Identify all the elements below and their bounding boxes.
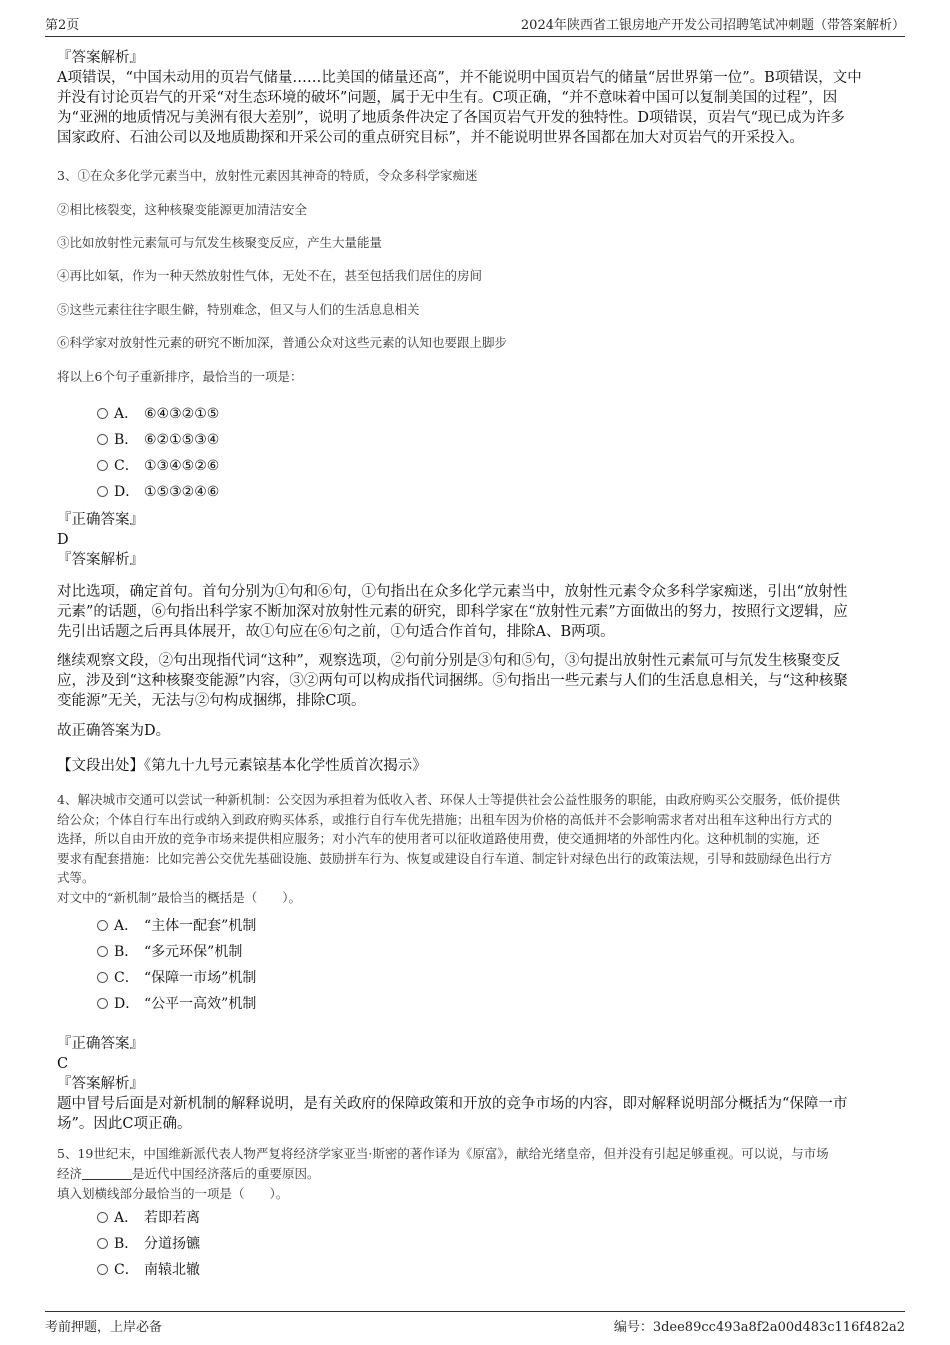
q3-option-b[interactable]: B． ⑥②①⑤③④ [97, 429, 219, 449]
radio-button[interactable] [97, 1238, 108, 1249]
radio-button[interactable] [97, 434, 108, 445]
answer-label: 『正确答案』 [57, 512, 144, 528]
analysis-line: 对比选项，确定首句。首句分别为①句和⑥句，①句指出在众多化学元素当中，放射性元素令众多科学家痴迷，引出“放射性 [57, 584, 848, 600]
fill-blank [82, 1165, 132, 1180]
page-header [45, 14, 905, 37]
q5-option-c[interactable]: C． 南辕北辙 [97, 1259, 200, 1279]
footer-slogan: 考前押题，上岸必备 [45, 1320, 163, 1335]
stem-line: 5、19世纪末，中国维新派代表人物严复将经济学家亚当·斯密的著作译为《原富》，献给光绪皇帝，但并没有引起足够重视。可以说，与市场 [57, 1146, 829, 1161]
document-id: 编号：3dee89cc493a8f2a00d483c116f482a2 [613, 1320, 905, 1335]
q3-option-c[interactable]: C． ①③④⑤②⑥ [97, 455, 219, 475]
radio-button[interactable] [97, 972, 108, 983]
analysis-line: 国家政府、石油公司以及地质勘探和开采公司的重点研究目标”，并不能说明世界各国都在加大对页岩气的开采投入。 [57, 130, 804, 146]
q4-prompt: 对文中的“新机制”最恰当的概括是（ ）。 [57, 889, 302, 905]
radio-button[interactable] [97, 408, 108, 419]
q3-sentence: 3、①在众多化学元素当中，放射性元素因其神奇的特质，令众多科学家痴迷 [57, 168, 478, 183]
analysis-line: 并没有讨论页岩气的开采“对生态环境的破坏”问题，属于无中生有。C项正确，“并不意味着中国可以复制美国的过程”，因 [57, 90, 838, 106]
q5-option-a[interactable]: A． 若即若离 [97, 1207, 200, 1227]
analysis-line: 先引出话题之后再具体展开，故①句应在⑥句之前，①句适合作首句，排除A、B两项。 [57, 624, 615, 640]
stem-line: 要求有配套措施：比如完善公交优先基础设施、鼓励拼车行为、恢复或建设自行车道、制定针对绿色出行的政策法规，引导和鼓励绿色出行方 [57, 850, 833, 866]
q3-analysis-para1 [57, 582, 883, 642]
radio-button[interactable] [97, 946, 108, 957]
q2-analysis [57, 48, 883, 148]
analysis-line: 应，涉及到“这种核聚变能源”内容，③②两句可以构成指代词捆绑。⑤句指出一些元素与人们的生活息息相关，与“这种核聚 [57, 673, 848, 689]
q3-sentence: ⑤这些元素往往字眼生僻，特别难念，但又与人们的生活息息相关 [57, 302, 420, 317]
q4-stem [57, 790, 883, 907]
radio-button[interactable] [97, 1264, 108, 1275]
q5-stem [57, 1144, 883, 1204]
page-number: 第2页 [45, 18, 80, 33]
q4-option-b[interactable]: B． “多元环保”机制 [97, 941, 242, 961]
radio-button[interactable] [97, 486, 108, 497]
q3-answer-block [57, 510, 883, 570]
document-title: 2024年陕西省工银房地产开发公司招聘笔试冲刺题（带答案解析） [520, 18, 905, 33]
radio-button[interactable] [97, 920, 108, 931]
q4-option-d[interactable]: D． “公平一高效”机制 [97, 993, 256, 1013]
analysis-line: 为“亚洲的地质情况与美洲有很大差别”，说明了地质条件决定了各国页岩气开发的独特性。D项错误，页岩气“现已成为许多 [57, 110, 845, 126]
analysis-line: 继续观察文段，②句出现指代词“这种”，观察选项，②句前分别是③句和⑤句，③句提出放射性元素氚可与氘发生核聚变反 [57, 653, 841, 669]
radio-button[interactable] [97, 1212, 108, 1223]
q3-source: 【文段出处】《第九十九号元素锿基本化学性质首次揭示》 [57, 758, 427, 774]
analysis-label: 『答案解析』 [57, 50, 144, 66]
q3-option-d[interactable]: D． ①⑤③②④⑥ [97, 481, 219, 501]
page-footer [45, 1311, 905, 1337]
analysis-line: 元素”的话题，⑥句指出科学家不断加深对放射性元素的研究，即科学家在“放射性元素”方面做出的努力，按照行文逻辑，应 [57, 604, 848, 620]
answer-value: D [57, 532, 69, 548]
q3-sentence: ②相比核裂变，这种核聚变能源更加清洁安全 [57, 202, 308, 217]
analysis-line: 题中冒号后面是对新机制的解释说明，是有关政府的保障政策和开放的竞争市场的内容，即对解释说明部分概括为“保障一市 [57, 1096, 848, 1112]
analysis-label: 『答案解析』 [57, 1076, 144, 1092]
stem-line: 4、解决城市交通可以尝试一种新机制：公交因为承担着为低收入者、环保人士等提供社会公益性服务的职能，由政府购买公交服务，低价提供 [57, 792, 840, 807]
radio-button[interactable] [97, 460, 108, 471]
stem-line [57, 1164, 883, 1184]
stem-line: 选择，所以自由开放的竞争市场来提供相应服务；对小汽车的使用者可以征收道路使用费，使交通拥堵的外部性内化。这种机制的实施，还 [57, 831, 820, 846]
q3-prompt: 将以上6个句子重新排序，最恰当的一项是： [57, 369, 303, 384]
q5-option-b[interactable]: B． 分道扬镳 [97, 1233, 200, 1253]
q3-sentence: ③比如放射性元素氚可与氘发生核聚变反应，产生大量能量 [57, 235, 383, 250]
answer-label: 『正确答案』 [57, 1036, 144, 1052]
analysis-label: 『答案解析』 [57, 552, 144, 568]
answer-value: C [57, 1056, 69, 1072]
q4-option-c[interactable]: C． “保障一市场”机制 [97, 967, 256, 987]
radio-button[interactable] [97, 998, 108, 1009]
q3-option-a[interactable]: A． ⑥④③②①⑤ [97, 403, 219, 423]
stem-text: 是近代中国经济落后的重要原因。 [132, 1166, 320, 1181]
q3-sentence: ⑥科学家对放射性元素的研究不断加深，普通公众对这些元素的认知也要跟上脚步 [57, 335, 508, 350]
q3-conclusion: 故正确答案为D。 [57, 723, 171, 739]
analysis-line: 场”。因此C项正确。 [57, 1116, 192, 1132]
analysis-line: 变能源”无关，无法与②句构成捆绑，排除C项。 [57, 693, 366, 709]
q3-analysis-para2 [57, 651, 883, 711]
stem-line: 式等。 [57, 870, 95, 885]
q4-answer-block [57, 1034, 883, 1134]
q3-sentence: ④再比如氡，作为一种天然放射性气体，无处不在，甚至包括我们居住的房间 [57, 268, 483, 283]
q4-option-a[interactable]: A． “主体一配套”机制 [97, 915, 256, 935]
q5-prompt: 填入划横线部分最恰当的一项是（ ）。 [57, 1186, 289, 1201]
analysis-line: A项错误，“中国未动用的页岩气储量……比美国的储量还高”，并不能说明中国页岩气的储量“居世界第一位”。B项错误，文中 [57, 70, 862, 86]
stem-line: 给公众；个体自行车出行或纳入到政府购买体系，或推行自行车优先措施；出租车因为价格的高低并不会影响需求者对出租车这种出行方式的 [57, 811, 833, 827]
stem-text: 经济 [57, 1166, 83, 1181]
